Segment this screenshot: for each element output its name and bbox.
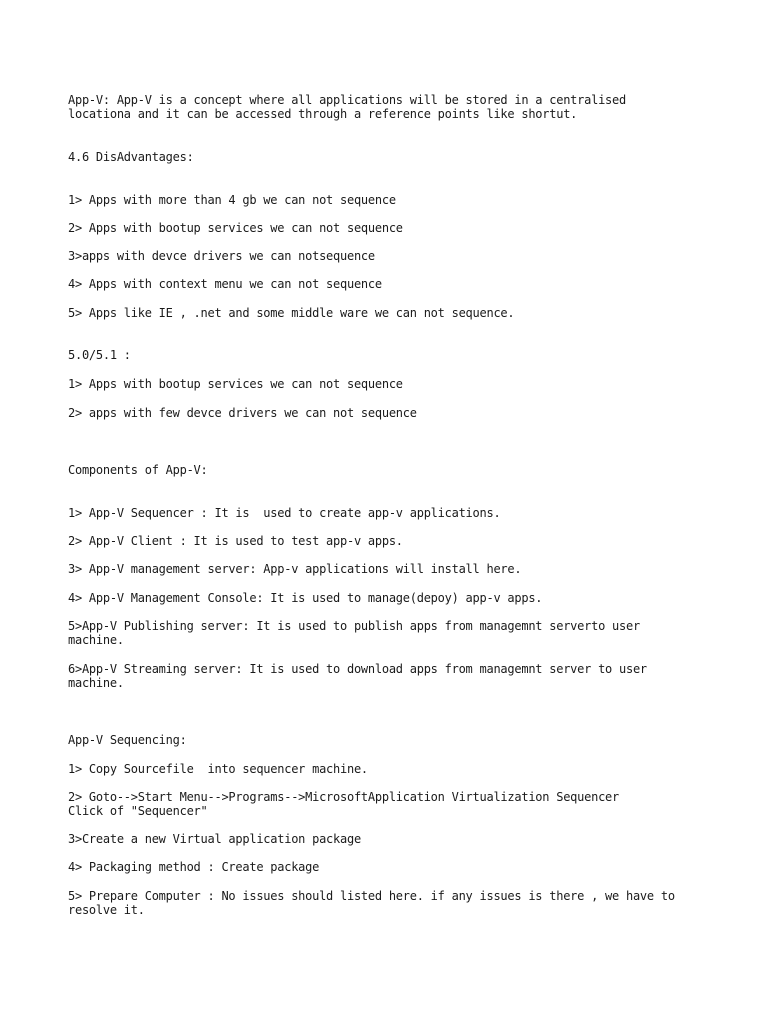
list-item: 4> App-V Management Console: It is used to manage(depoy) app-v apps. [68,591,543,605]
list-item: 5> Apps like IE , .net and some middle ware we can not sequence. [68,306,515,320]
list-item-continuation: machine. [68,676,124,690]
list-item: 4> Packaging method : Create package [68,860,320,874]
list-item: 4> Apps with context menu we can not sequence [68,277,382,291]
list-item: 5>App-V Publishing server: It is used to publish apps from managemnt serverto user [68,619,640,633]
section-heading: App-V Sequencing: [68,733,187,747]
list-item: 3>Create a new Virtual application package [68,832,361,846]
list-item: 1> App-V Sequencer : It is used to create app-v applications. [68,506,501,520]
list-item: 2> Goto-->Start Menu-->Programs-->MicrosoftApplication Virtualization Sequencer [68,790,619,804]
list-item-continuation: machine. [68,633,124,647]
list-item: 3> App-V management server: App-v applications will install here. [68,562,522,576]
list-item: 3>apps with devce drivers we can notsequence [68,249,375,263]
list-item: 1> Apps with bootup services we can not sequence [68,377,403,391]
list-item-continuation: resolve it. [68,903,145,917]
list-item: 6>App-V Streaming server: It is used to download apps from managemnt server to user [68,662,647,676]
list-item-continuation: Click of "Sequencer" [68,804,208,818]
list-item: 2> App-V Client : It is used to test app-v apps. [68,534,403,548]
text-line: locationa and it can be accessed through a reference points like shortut. [68,107,578,121]
list-item: 1> Apps with more than 4 gb we can not sequence [68,193,396,207]
section-heading: 4.6 DisAdvantages: [68,150,194,164]
list-item: 5> Prepare Computer : No issues should listed here. if any issues is there , we have to [68,889,675,903]
list-item: 1> Copy Sourcefile into sequencer machine. [68,762,368,776]
list-item: 2> apps with few devce drivers we can not sequence [68,406,417,420]
section-heading: 5.0/5.1 : [68,348,131,362]
text-line: App-V: App-V is a concept where all applications will be stored in a centralised [68,93,626,107]
list-item: 2> Apps with bootup services we can not sequence [68,221,403,235]
section-heading: Components of App-V: [68,463,208,477]
